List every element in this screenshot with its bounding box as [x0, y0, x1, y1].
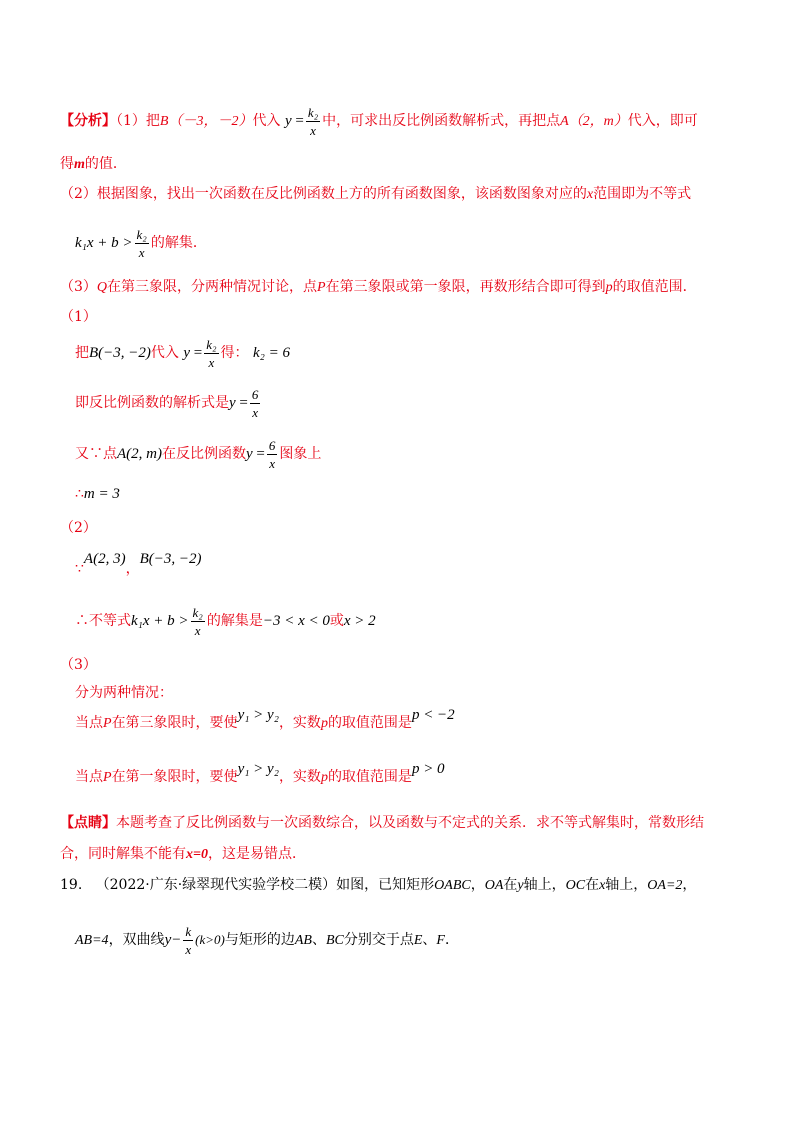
solution-part1-label: （1）: [60, 309, 97, 325]
problem-19-line-2: AB=4，双曲线y− $\frac{k}{x}$ (k>0)与矩形的边AB、BC分别交于点E、F．: [75, 924, 459, 957]
solution-line-10: 当点P在第三象限时，要使y₁ > y₂，实数p的取值范围是p < −2: [75, 707, 455, 731]
analysis-tag: 【分析】: [60, 112, 116, 129]
problem-number: 19.: [60, 877, 83, 893]
analysis-line-2: 得m的值．: [60, 156, 127, 172]
solution-part2-label: （2）: [60, 520, 97, 536]
analysis-line-4: k₁x + b > $\frac{\text{k₂}}{x}$ 的解集．: [75, 227, 207, 260]
comment-tag: 【点睛】: [60, 815, 116, 831]
formula-y-k2-over-x: y = $\frac{\text{k₂}}{x}$: [284, 105, 319, 138]
solution-line-6: ∵A(2, 3)，B(−3, −2): [75, 551, 202, 577]
formula-inequality: k₁x + b > $\frac{\text{k₂}}{x}$: [75, 227, 147, 260]
solution-line-4: ∴m = 3: [75, 486, 120, 502]
comment-line-1: 【点睛】本题考查了反比例函数与一次函数综合，以及函数与不定式的关系．求不等式解集时，常数形结: [60, 815, 704, 831]
solution-line-11: 当点P在第一象限时，要使y₁ > y₂，实数p的取值范围是p > 0: [75, 761, 445, 785]
solution-line-9: 分为两种情况：: [75, 685, 173, 701]
comment-line-2: 合，同时解集不能有x=0，这是易错点．: [60, 846, 306, 862]
formula-hyperbola: y− $\frac{k}{x}$ (k>0): [164, 924, 225, 957]
analysis-line-1: 【分析】（1）把B（－3，－2）代入 y = $\frac{\text{k₂}}{x}$ 中，可求出反比例函数解析式，再把点A（2，m）代入，即可: [60, 105, 698, 138]
solution-line-3: 又∵点A(2, m)在反比例函数y = $\frac{6}{x}$ 图象上: [75, 438, 322, 471]
solution-line-7: ∴不等式k₁x + b > $\frac{\text{k₂}}{x}$ 的解集是−3 < x < 0或x > 2: [75, 605, 376, 638]
analysis-line-5: （3）Q在第三象限，分两种情况讨论，点P在第三象限或第一象限，再数形结合即可得到p的取值范围．: [60, 279, 697, 295]
solution-part3-label: （3）: [60, 657, 97, 673]
solution-line-1: 把B(−3, −2)代入 y = $\frac{\text{k₂}}{x}$ 得： k₂ = 6: [75, 337, 290, 370]
solution-line-2: 即反比例函数的解析式是y = $\frac{6}{x}$: [75, 387, 259, 420]
analysis-line-3: （2）根据图象，找出一次函数在反比例函数上方的所有函数图象，该函数图象对应的x范围即为不等式: [60, 186, 692, 202]
problem-19-line-1: 19. （2022·广东·绿翠现代实验学校二模）如图，已知矩形OABC，OA在y轴上，OC在x轴上，OA=2，: [60, 877, 697, 893]
